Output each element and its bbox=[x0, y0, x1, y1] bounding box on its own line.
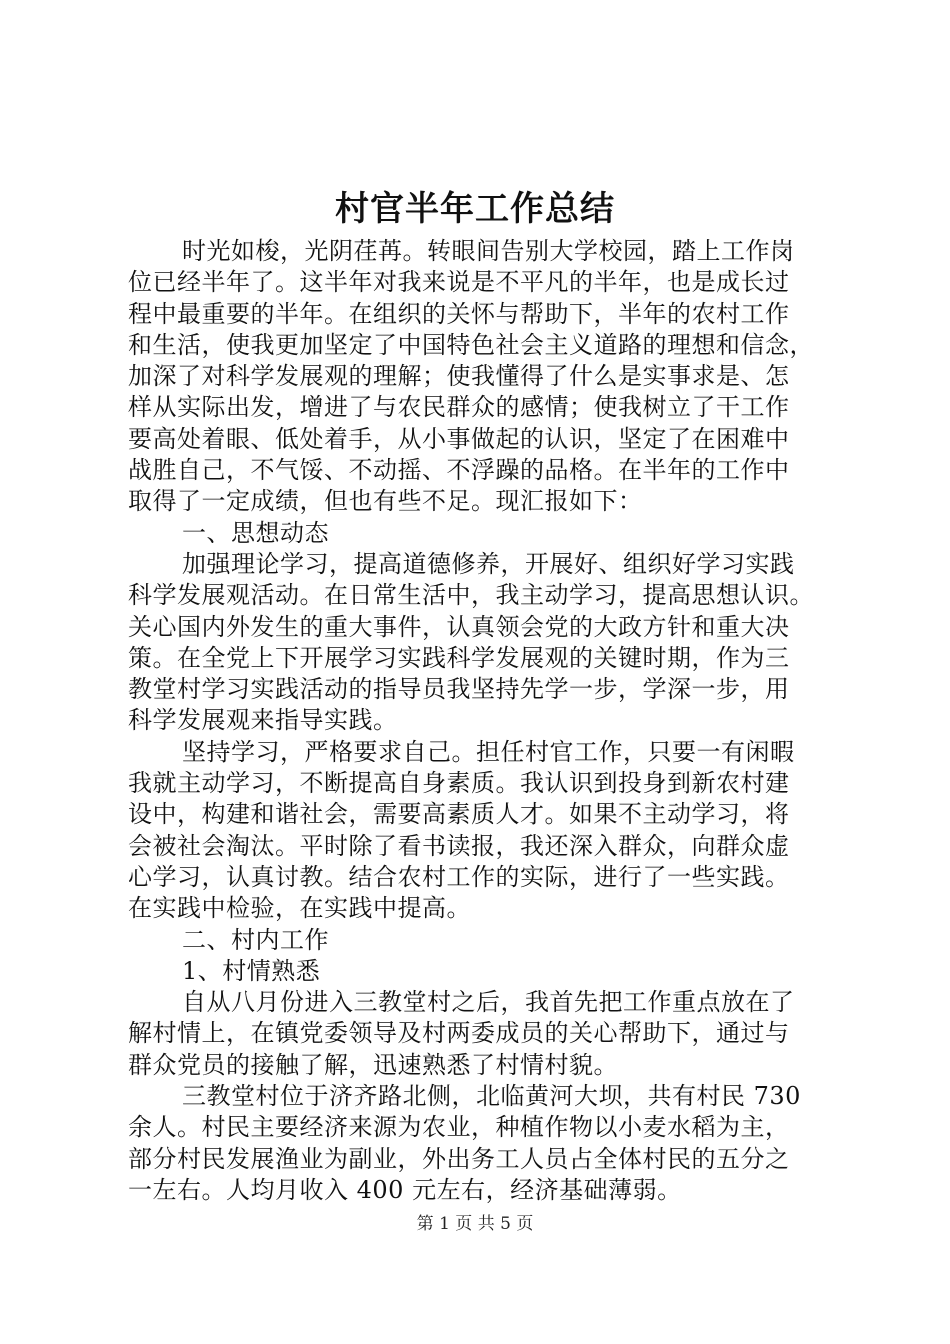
text-line: 一左右。人均月收入 400 元左右，经济基础薄弱。 bbox=[128, 1175, 682, 1204]
text-line: 在实践中检验，在实践中提高。 bbox=[128, 894, 471, 923]
text-line: 心学习，认真讨教。结合农村工作的实际，进行了一些实践。 bbox=[128, 862, 790, 891]
text-line: 教堂村学习实践活动的指导员我坚持先学一步，学深一步，用 bbox=[128, 675, 790, 704]
text-line: 要高处着眼、低处着手，从小事做起的认识，坚定了在困难中 bbox=[128, 424, 790, 453]
text-line: 程中最重要的半年。在组织的关怀与帮助下，半年的农村工作 bbox=[128, 299, 790, 328]
text-line: 我就主动学习，不断提高自身素质。我认识到投身到新农村建 bbox=[128, 769, 790, 798]
text-line: 1、村情熟悉 bbox=[182, 956, 321, 985]
document-body bbox=[128, 236, 833, 1206]
text-line: 位已经半年了。这半年对我来说是不平凡的半年，也是成长过 bbox=[128, 268, 790, 297]
text-line: 解村情上，在镇党委领导及村两委成员的关心帮助下，通过与 bbox=[128, 1019, 790, 1048]
text-line: 加强理论学习，提高道德修养，开展好、组织好学习实践 bbox=[182, 549, 795, 578]
document-title: 村官半年工作总结 bbox=[335, 189, 615, 229]
text-line: 会被社会淘汰。平时除了看书读报，我还深入群众，向群众虚 bbox=[128, 831, 790, 860]
text-line: 样从实际出发，增进了与农民群众的感情；使我树立了干工作 bbox=[128, 393, 790, 422]
text-line: 群众党员的接触了解，迅速熟悉了村情村貌。 bbox=[128, 1050, 618, 1079]
text-line: 设中，构建和谐社会，需要高素质人才。如果不主动学习，将 bbox=[128, 800, 790, 829]
text-line: 和生活，使我更加坚定了中国特色社会主义道路的理想和信念， bbox=[128, 330, 814, 359]
text-line: 自从八月份进入三教堂村之后，我首先把工作重点放在了 bbox=[182, 988, 795, 1017]
text-line: 二、村内工作 bbox=[182, 925, 329, 954]
text-line: 策。在全党上下开展学习实践科学发展观的关键时期，作为三 bbox=[128, 643, 790, 672]
text-line: 关心国内外发生的重大事件，认真领会党的大政方针和重大决 bbox=[128, 612, 790, 641]
text-line: 加深了对科学发展观的理解；使我懂得了什么是实事求是、怎 bbox=[128, 362, 790, 391]
text-line: 三教堂村位于济齐路北侧，北临黄河大坝，共有村民 730 bbox=[182, 1082, 801, 1111]
text-line: 部分村民发展渔业为副业，外出务工人员占全体村民的五分之 bbox=[128, 1144, 790, 1173]
text-line: 战胜自己，不气馁、不动摇、不浮躁的品格。在半年的工作中 bbox=[128, 456, 790, 485]
text-line: 取得了一定成绩，但也有些不足。现汇报如下： bbox=[128, 487, 643, 516]
text-line: 科学发展观活动。在日常生活中，我主动学习，提高思想认识。 bbox=[128, 581, 814, 610]
text-line: 余人。村民主要经济来源为农业，种植作物以小麦水稻为主， bbox=[128, 1113, 790, 1142]
text-line: 一、思想动态 bbox=[182, 518, 329, 547]
text-line: 坚持学习，严格要求自己。担任村官工作，只要一有闲暇 bbox=[182, 737, 795, 766]
text-line: 科学发展观来指导实践。 bbox=[128, 706, 398, 735]
text-line: 时光如梭，光阴荏苒。转眼间告别大学校园，踏上工作岗 bbox=[182, 237, 795, 265]
page-footer: 第 1 页 共 5 页 bbox=[416, 1214, 534, 1234]
